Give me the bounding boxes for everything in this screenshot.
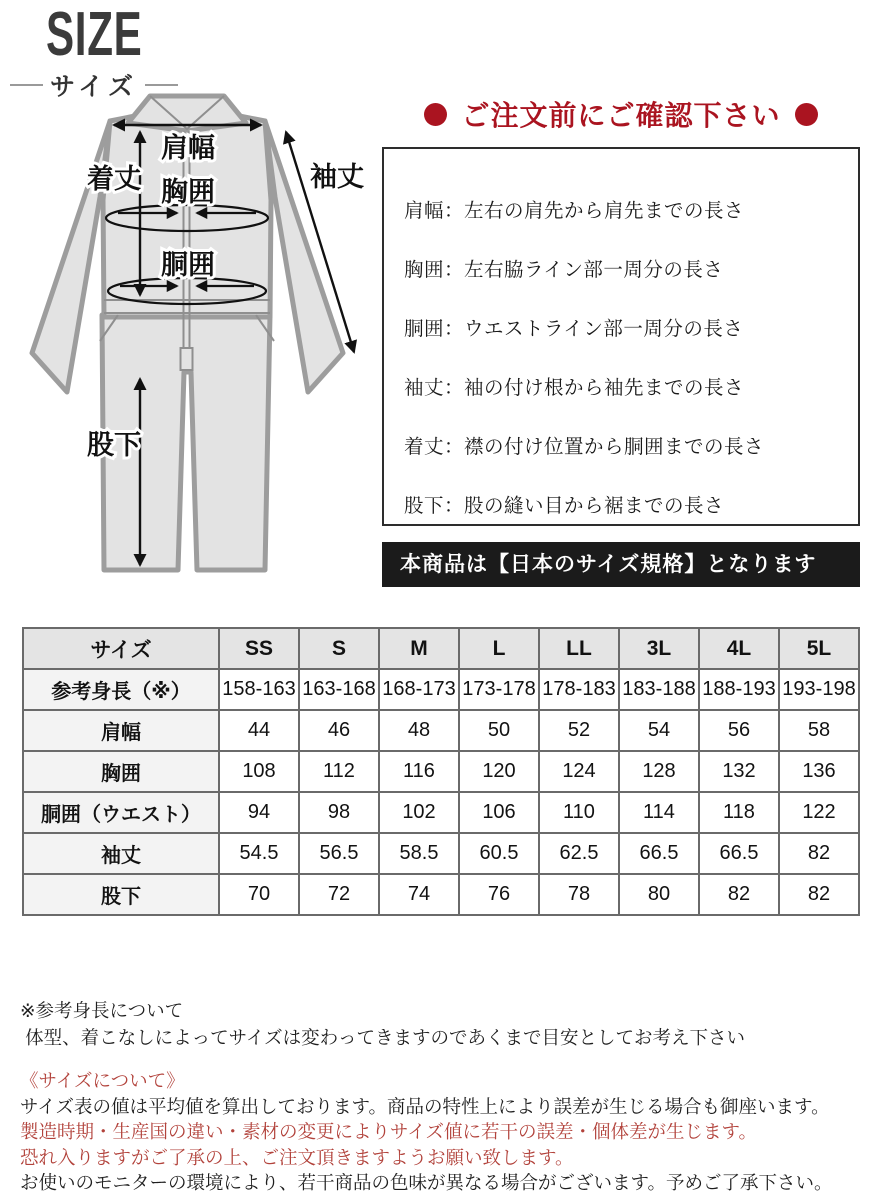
jp-standard-bar: 本商品は【日本のサイズ規格】となります [382,542,860,587]
size-definition: 肩幅：左右の肩先から肩先までの長さ [404,200,745,222]
size-value-cell: 120 [459,751,539,792]
page-subtitle: サイズ [50,73,139,102]
row-label-cell: 袖丈 [23,833,219,874]
size-value-cell: 48 [379,710,459,751]
size-column-4L: 4L [699,628,779,669]
size-value-cell: 66.5 [699,833,779,874]
shoulder-width-label: 肩幅 [161,133,215,163]
table-row [23,710,859,751]
size-value-cell: 76 [459,874,539,915]
size-value-cell: 94 [219,792,299,833]
size-value-cell: 54 [619,710,699,751]
size-value-cell: 128 [619,751,699,792]
size-value-cell: 52 [539,710,619,751]
size-column-3L: 3L [619,628,699,669]
size-value-cell: 44 [219,710,299,751]
size-table-wrap [22,627,860,916]
size-value-cell: 168-173 [379,669,459,710]
size-column-5L: 5L [779,628,859,669]
table-row [23,751,859,792]
size-value-cell: 112 [299,751,379,792]
size-definition: 胸囲：左右脇ライン部一周分の長さ [404,259,724,281]
note-line: 製造時期・生産国の違い・素材の変更によりサイズ値に若干の誤差・個体差が生じます。 [20,1121,758,1142]
inseam-label: 股下 [87,430,141,460]
table-row [23,874,859,915]
row-label-cell: 股下 [23,874,219,915]
waist-girth-label: 胴囲 [161,250,215,280]
note-line: ※参考身長について [20,1000,184,1021]
row-label-cell: 胴囲（ウエスト） [23,792,219,833]
size-definition: 袖丈：袖の付け根から袖先までの長さ [404,377,745,399]
size-value-cell: 70 [219,874,299,915]
size-value-cell: 78 [539,874,619,915]
size-definition: 着丈：襟の付け位置から胴囲までの長さ [404,436,765,458]
size-value-cell: 173-178 [459,669,539,710]
row-label-cell: 参考身長（※） [23,669,219,710]
size-value-cell: 114 [619,792,699,833]
size-value-cell: 60.5 [459,833,539,874]
size-value-cell: 102 [379,792,459,833]
size-value-cell: 62.5 [539,833,619,874]
size-value-cell: 80 [619,874,699,915]
size-value-cell: 183-188 [619,669,699,710]
size-table-header-row [23,628,859,669]
note-line: サイズ表の値は平均値を算出しております。商品の特性上により誤差が生じる場合も御座います。 [20,1095,830,1117]
table-row [23,792,859,833]
notes-section [20,997,872,1196]
size-value-cell: 136 [779,751,859,792]
size-column-S: S [299,628,379,669]
size-value-cell: 132 [699,751,779,792]
size-value-cell: 82 [699,874,779,915]
size-value-cell: 82 [779,833,859,874]
size-definition: 胴囲：ウエストライン部一周分の長さ [404,318,744,340]
table-row [23,833,859,874]
confirm-panel [382,94,860,587]
size-about-note [20,1068,872,1196]
size-value-cell: 46 [299,710,379,751]
size-column-SS: SS [219,628,299,669]
zipper-end [181,348,193,370]
size-value-cell: 124 [539,751,619,792]
size-value-cell: 50 [459,710,539,751]
confirm-title-row [382,94,860,134]
size-value-cell: 66.5 [619,833,699,874]
note-line: 《サイズについて》 [20,1070,185,1091]
red-dot-icon [424,103,447,126]
size-value-cell: 116 [379,751,459,792]
size-value-cell: 58.5 [379,833,459,874]
size-value-cell: 106 [459,792,539,833]
red-dot-icon [795,103,818,126]
size-definition: 股下：股の縫い目から裾までの長さ [404,495,725,517]
size-value-cell: 54.5 [219,833,299,874]
coverall-diagram [20,85,380,630]
size-value-cell: 110 [539,792,619,833]
row-label-cell: 肩幅 [23,710,219,751]
size-value-cell: 122 [779,792,859,833]
size-value-cell: 158-163 [219,669,299,710]
row-label-cell: 胸囲 [23,751,219,792]
size-value-cell: 58 [779,710,859,751]
sleeve-length-label: 袖丈 [310,162,364,192]
size-value-cell: 193-198 [779,669,859,710]
size-value-cell: 56.5 [299,833,379,874]
size-value-cell: 98 [299,792,379,833]
table-row [23,669,859,710]
left-sleeve-shape [32,121,110,392]
size-value-cell: 118 [699,792,779,833]
note-line: 体型、着こなしによってサイズは変わってきますのであくまで目安としてお考え下さい [20,1027,745,1048]
size-value-cell: 188-193 [699,669,779,710]
size-table [22,627,860,916]
size-value-cell: 178-183 [539,669,619,710]
chest-girth-label: 胸囲 [161,177,215,207]
reference-height-note [20,997,872,1051]
confirm-title: ご注文前にご確認下さい [461,100,781,131]
size-value-cell: 56 [699,710,779,751]
definitions-box [382,147,860,526]
size-column-M: M [379,628,459,669]
size-column-LL: LL [539,628,619,669]
body-length-label: 着丈 [87,164,141,194]
page-title: SIZE [46,0,143,69]
note-line: お使いのモニターの環境により、若干商品の色味が異なる場合がございます。予めご了承下さい。 [20,1172,833,1193]
size-value-cell: 74 [379,874,459,915]
note-line: 恐れ入りますがご了承の上、ご注文頂きますようお願い致します。 [20,1146,574,1168]
size-column-L: L [459,628,539,669]
size-table-head [23,628,859,669]
size-value-cell: 72 [299,874,379,915]
size-table-body [23,669,859,915]
size-value-cell: 108 [219,751,299,792]
size-value-cell: 163-168 [299,669,379,710]
coverall-svg [20,85,380,630]
size-column-header: サイズ [23,628,219,669]
size-value-cell: 82 [779,874,859,915]
